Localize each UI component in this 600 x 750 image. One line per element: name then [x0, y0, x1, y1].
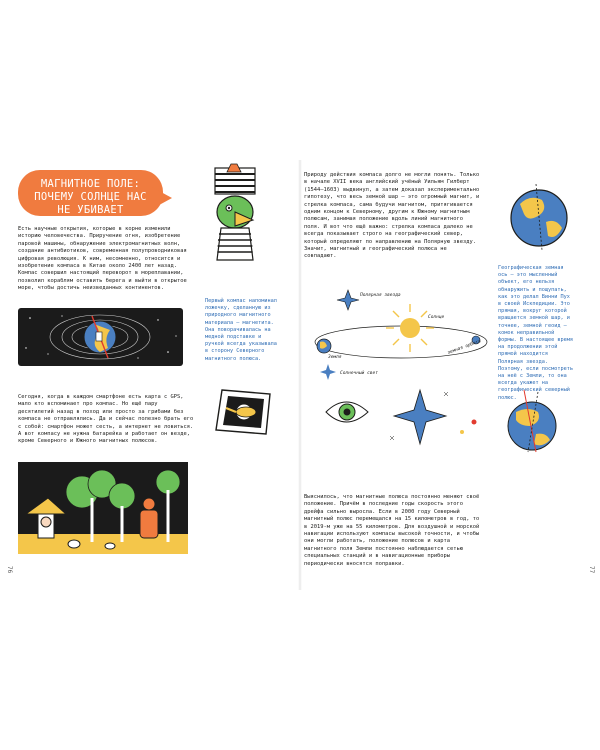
compass-spoon-illustration — [212, 386, 276, 438]
smartphone-paragraph: Сегодня, когда в каждом смартфоне есть карта с GPS, мало кто вспоминает про компас. Но ещё пару десятилетий назад в поход или просто за грибами без компаса не отправлялись. Да и сейчас полезно брать его с собой: смартфон может сесть, а интернет не ловиться. А вот компасу не нужна батарейка и работает он везде, кроме Северного и Южного магнитных полюсов. — [18, 394, 194, 445]
section-heading: МАГНИТНОЕ ПОЛЕ: ПОЧЕМУ СОЛНЦЕ НАС НЕ УБИВАЕТ — [34, 178, 147, 216]
right-page — [302, 0, 600, 750]
label-polaris: Полярная звезда — [360, 293, 401, 298]
orbit-diagram — [306, 284, 496, 380]
label-earth: Земля — [328, 355, 342, 360]
label-sun: Солнце — [428, 315, 445, 320]
left-page — [0, 0, 298, 750]
crow-illustration — [205, 168, 265, 263]
polaris-star — [337, 290, 359, 310]
guiding-star — [394, 390, 446, 444]
right-page-number: 77 — [588, 566, 595, 574]
globe-illustration — [506, 182, 572, 252]
forest-mushroom-illustration — [18, 462, 188, 554]
label-ecliptic: земная орбита — [446, 339, 482, 356]
compass-note: Первый компас напоминал ложечку, сделанную из природного магнитного материала — магнетита. Она поворачивалась на медной подставке и ручкой всегда указывала в сторону Северного магнитного полюса. — [205, 298, 277, 362]
pole-note: Географическая земная ось — это мысленный объект, его нельзя обнаружить и пощупать, как это делал Винни Пух в своей Искпедиции. Это прямая, вокруг которой вращается земной шар, и точнее, земной геоид — комок неправильной формы. В настоящее время на продолжении этой прямой находится Полярная звезда. Поэтому, если посмотреть на неё с Земли, то она всегда укажет на географический северный полюс. — [498, 265, 573, 401]
left-page-number: 76 — [6, 566, 13, 574]
drift-paragraph: Выяснилось, что магнитные полюса постоянно меняют своё положение. Причём в последние годы скорость этого дрейфа сильно выросла. Если в 2000 году Северный магнитный полюс перемещался на 15 километров в год, то в 2019-м уже на 55 километров. Для воздушной и морской навигации используют компасы высокой точности, и чтобы они могли работать, положение полюсов и карта магнитного поля Земли постоянно наблюдается сетью специальных станций и в навигационные приборы периодически вносятся поправки. — [304, 494, 480, 567]
gilbert-paragraph: Природу действия компаса долго не могли понять. Только в начале XVII века английский учёный Уильям Гилберт (1544–1603) выдвинул, а затем доказал экспериментально гипотезу, что весь земной шар — это огромный магнит, и стрелка компаса, сама будучи магнитом, притягивается одним концом к Северному, другим к Южному магнитным полюсам, занимая положение вдоль линий магнитного поля. И вот что ещё важно: стрелка компаса далеко не всегда показывает строго на географический север, который определяют по направлению на Полярную звезду. Значит, магнитный и географический полюса не совпадают. — [304, 172, 480, 260]
section-heading-bubble — [18, 170, 163, 216]
label-sun-rays: Солнечный свет — [340, 371, 378, 376]
eye-star-globe-illustration — [324, 382, 574, 454]
earth-magnetic-field-panel — [18, 308, 183, 366]
intro-paragraph: Есть научные открытия, которые в корне изменили историю человечества. Приручение огня, изобретение паровой машины, обнаружение электромагнитных волн, создание антибиотиков, современная полупроводниковая цифровая революция. К ним, несомненно, относится и изобретение компаса в Китае около 2400 лет назад. Компас совершил настоящий переворот в мореплавании, позволил кораблям оставить берега и выйти в открытое море, чтобы достичь неизведанных континентов. — [18, 226, 187, 292]
sun-drawing — [386, 304, 434, 352]
speech-bubble-tail — [150, 186, 172, 210]
